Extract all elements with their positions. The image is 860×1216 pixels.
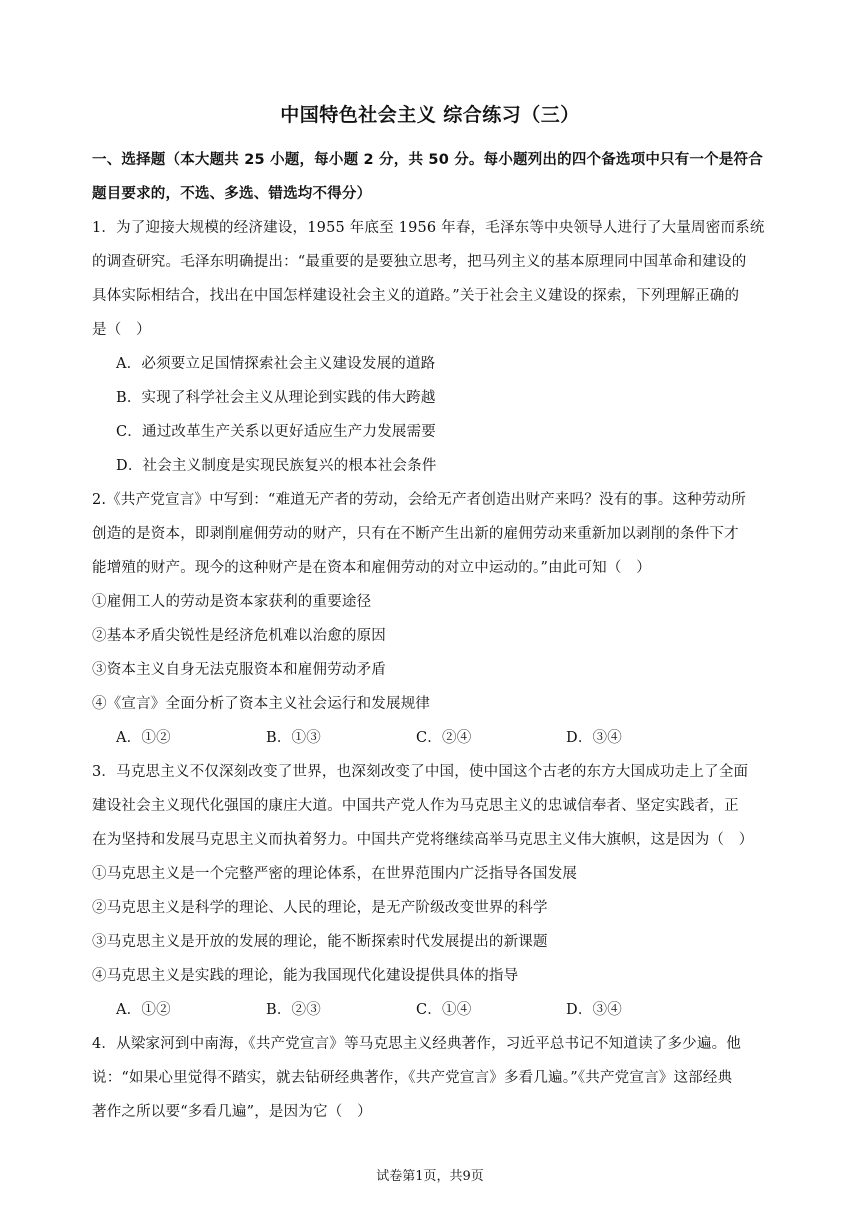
page-footer: 试卷第1页，共9页 bbox=[376, 1169, 484, 1184]
question-2 bbox=[92, 483, 768, 755]
question-3-choice-b: B．②③ bbox=[266, 1002, 321, 1018]
question-3-choice-c: C．①④ bbox=[416, 1002, 472, 1018]
question-2-item-2: ②基本矛盾尖锐性是经济危机难以治愈的原因 bbox=[92, 628, 386, 644]
question-1-stem-line: 1．为了迎接大规模的经济建设，1955 年底至 1956 年春，毛泽东等中央领导人进行了大量周密而系统 bbox=[92, 220, 765, 236]
exam-content bbox=[92, 143, 768, 1129]
question-2-choice-b: B．①③ bbox=[266, 730, 321, 746]
question-2-item-3: ③资本主义自身无法克服资本和雇佣劳动矛盾 bbox=[92, 662, 386, 678]
page-title: 中国特色社会主义 综合练习（三） bbox=[280, 104, 580, 126]
question-3-item-1: ①马克思主义是一个完整严密的理论体系，在世界范围内广泛指导各国发展 bbox=[92, 866, 578, 882]
question-2-item-4: ④《宣言》全面分析了资本主义社会运行和发展规律 bbox=[92, 696, 431, 712]
section-heading-line-1: 一、选择题（本大题共 25 小题，每小题 2 分，共 50 分。每小题列出的四个备选项中只有一个是符合 bbox=[92, 152, 763, 168]
question-2-stem-line: 能增殖的财产。现今的这种财产是在资本和雇佣劳动的对立中运动的。”由此可知（ ） bbox=[92, 560, 651, 576]
question-2-stem-line: 创造的是资本，即剥削雇佣劳动的财产，只有在不断产生出新的雇佣劳动来重新加以剥削的条件下才 bbox=[92, 526, 739, 542]
question-3-stem-line: 在为坚持和发展马克思主义而执着努力。中国共产党将继续高举马克思主义伟大旗帜，这是因为（ ） bbox=[92, 832, 754, 848]
question-3 bbox=[92, 755, 768, 1027]
question-3-choice-a: A．①② bbox=[116, 1002, 171, 1018]
question-3-item-2: ②马克思主义是科学的理论、人民的理论，是无产阶级改变世界的科学 bbox=[92, 900, 548, 916]
question-2-item-1: ①雇佣工人的劳动是资本家获利的重要途径 bbox=[92, 594, 372, 610]
question-2-choice-d: D．③④ bbox=[566, 730, 622, 746]
question-1-option-c: C．通过改革生产关系以更好适应生产力发展需要 bbox=[116, 424, 436, 440]
question-4-stem-line: 说：“如果心里觉得不踏实，就去钻研经典著作，《共产党宣言》多看几遍。”《共产党宣言》这部经典 bbox=[92, 1070, 733, 1086]
question-1-stem-line: 是（ ） bbox=[92, 322, 151, 338]
question-3-choices bbox=[92, 993, 768, 1027]
question-2-choice-a: A．①② bbox=[116, 730, 171, 746]
question-3-stem-line: 3．马克思主义不仅深刻改变了世界，也深刻改变了中国，使中国这个古老的东方大国成功走上了全面 bbox=[92, 764, 749, 780]
question-1-stem-line: 的调查研究。毛泽东明确提出：“最重要的是要独立思考，把马列主义的基本原理同中国革命和建设的 bbox=[92, 254, 747, 270]
question-1-option-b: B．实现了科学社会主义从理论到实践的伟大跨越 bbox=[116, 390, 436, 406]
question-3-choice-d: D．③④ bbox=[566, 1002, 622, 1018]
question-1 bbox=[92, 211, 768, 483]
question-4-stem-line: 4．从梁家河到中南海，《共产党宣言》等马克思主义经典著作，习近平总书记不知道读了多少遍。他 bbox=[92, 1036, 741, 1052]
question-3-item-3: ③马克思主义是开放的发展的理论，能不断探索时代发展提出的新课题 bbox=[92, 934, 548, 950]
question-4 bbox=[92, 1027, 768, 1129]
question-1-option-d: D．社会主义制度是实现民族复兴的根本社会条件 bbox=[116, 458, 437, 474]
question-3-stem-line: 建设社会主义现代化强国的康庄大道。中国共产党人作为马克思主义的忠诚信奉者、坚定实践者，正 bbox=[92, 798, 739, 814]
question-2-stem-line: 2.《共产党宣言》中写到：“难道无产者的劳动，会给无产者创造出财产来吗？没有的事。这种劳动所 bbox=[92, 492, 746, 508]
question-1-stem-line: 具体实际相结合，找出在中国怎样建设社会主义的道路。”关于社会主义建设的探索，下列理解正确的 bbox=[92, 288, 740, 304]
section-heading-line-2: 题目要求的，不选、多选、错选均不得分） bbox=[92, 186, 372, 202]
question-1-option-a: A．必须要立足国情探索社会主义建设发展的道路 bbox=[116, 356, 436, 372]
question-4-stem-line: 著作之所以要“多看几遍”，是因为它（ ） bbox=[92, 1104, 372, 1120]
question-2-choice-c: C．②④ bbox=[416, 730, 472, 746]
question-3-item-4: ④马克思主义是实践的理论，能为我国现代化建设提供具体的指导 bbox=[92, 968, 519, 984]
question-2-choices bbox=[92, 721, 768, 755]
